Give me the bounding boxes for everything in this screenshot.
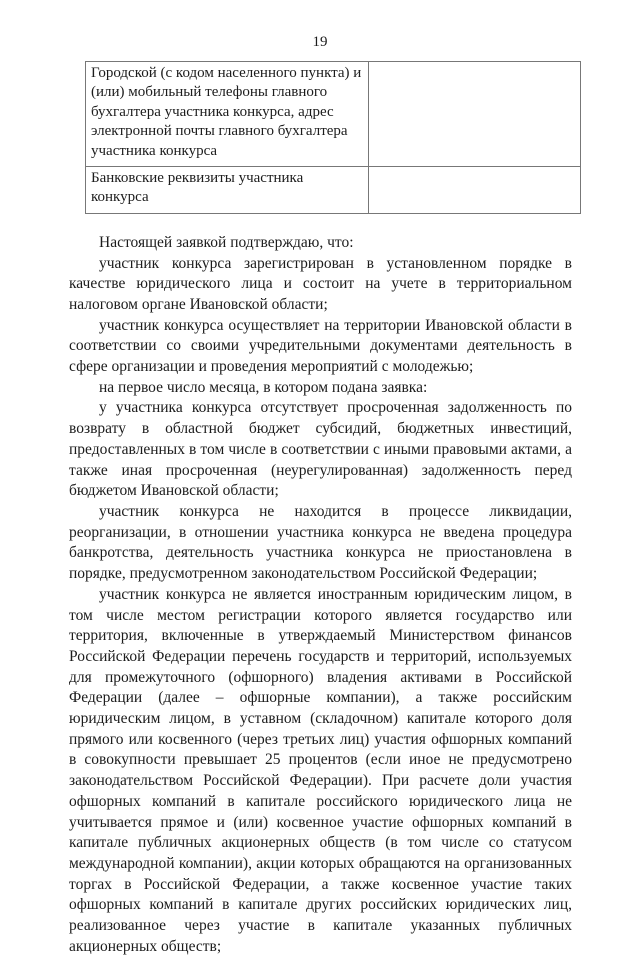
paragraph-confirmation-intro: Настоящей заявкой подтверждаю, что: (99, 233, 354, 251)
table-row (86, 167, 581, 214)
declaration-text (69, 233, 572, 957)
paragraph-no-liquidation: участник конкурса не находится в процессе ликвидации, реорганизации, в отношении участника конкурса не введена процедура банкротства, деятельность участника конкурса не приостановлена в порядке, предусмотренном законодательством Российской Федерации; (69, 502, 572, 583)
applicant-details-table (85, 61, 581, 214)
table-cell-bank-details-value (369, 167, 581, 214)
page-number: 19 (312, 34, 328, 50)
paragraph-not-foreign-entity: участник конкурса не является иностранным юридическим лицом, в том числе местом регистрации которого является государство или территория, включенные в утверждаемый Министерством финансов Российской Федерации перечень государств и территорий, используемых для промежуточного (офшорного) владения активами в Российской Федерации (далее – офшорные компании), а также российским юридическим лицом, в уставном (складочном) капитале которого доля прямого или косвенного (через третьих лиц) участия офшорных компаний в совокупности превышает 25 процентов (если иное не предусмотрено законодательством Российской Федерации). При расчете доли участия офшорных компаний в капитале российского юридического лица не учитывается прямое и (или) косвенное участие офшорных компаний в капитале публичных акционерных обществ (в том числе со статусом международной компании), акции которых обращаются на организованных торгах в Российской Федерации, а также косвенное участие таких офшорных компаний в капитале других российских юридических лиц, реализованное через участие в капитале указанных публичных акционерных обществ; (69, 585, 572, 955)
paragraph-as-of-date: на первое число месяца, в котором подана заявка: (99, 378, 428, 396)
paragraph-registered-legal-entity: участник конкурса зарегистрирован в установленном порядке в качестве юридического лица и состоит на учете в территориальном налоговом органе Ивановской области; (69, 254, 572, 313)
table-cell-accountant-contacts-value (369, 62, 581, 167)
table-row (86, 62, 581, 167)
table-cell-accountant-contacts-label: Городской (с кодом населенного пункта) и (или) мобильный телефоны главного бухгалтера участника конкурса, адрес электронной почты главного бухгалтера участника конкурса (86, 62, 369, 167)
table-cell-bank-details-label: Банковские реквизиты участника конкурса (86, 167, 369, 214)
paragraph-no-overdue-debt: у участника конкурса отсутствует просроченная задолженность по возврату в областной бюджет субсидий, бюджетных инвестиций, предоставленных в том числе в соответствии с иными правовыми актами, а также иная просроченная (неурегулированная) задолженность перед бюджетом Ивановской области; (69, 399, 572, 500)
paragraph-activity-in-region: участник конкурса осуществляет на территории Ивановской области в соответствии со своими учредительными документами деятельность в сфере организации и проведения мероприятий с молодежью; (69, 316, 572, 376)
